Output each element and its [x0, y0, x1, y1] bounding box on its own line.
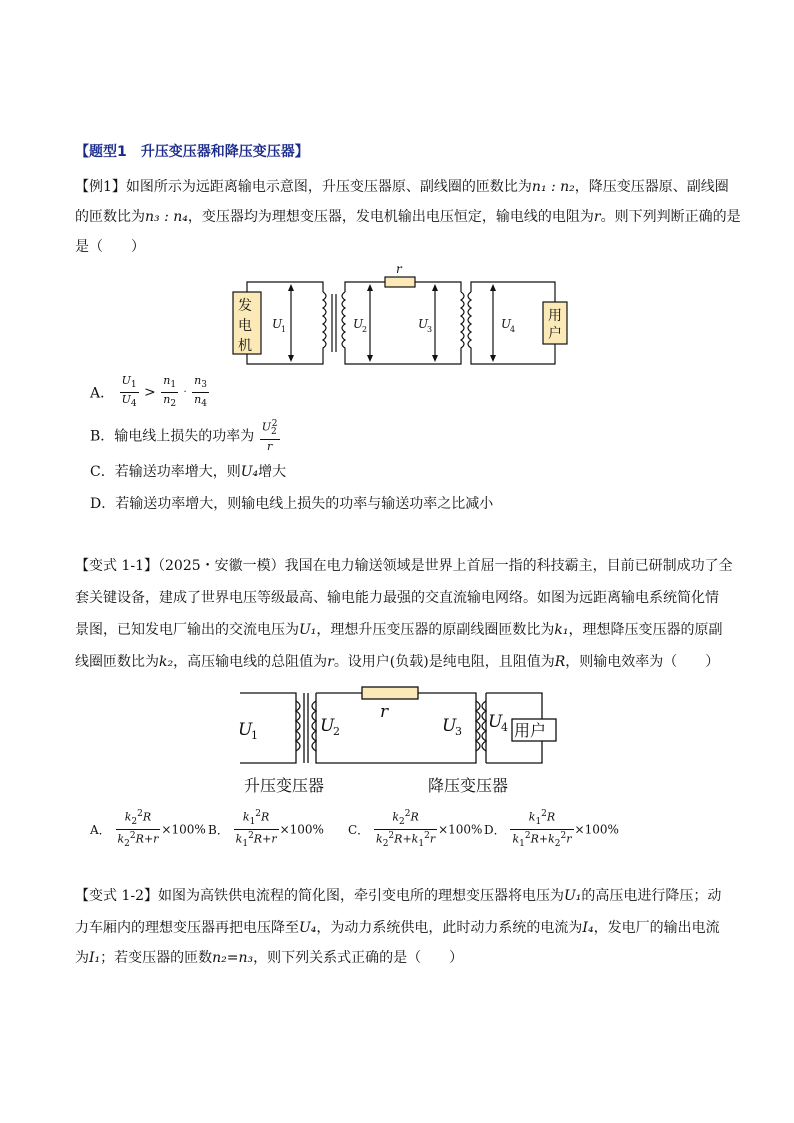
ex1-option-c[interactable]: C．若输送功率增大，则U₄增大	[90, 464, 287, 480]
var12-line2: 力车厢内的理想变压器再把电压降至U₄，为动力系统供电，此时动力系统的电流为I₄，发电厂的输出电流	[75, 920, 720, 936]
svg-text:U: U	[238, 720, 253, 740]
var12-line1: 【变式 1-2】如图为高铁供电流程的简化图，牵引变电所的理想变压器将电压为U₁的高压电进行降压；动	[75, 888, 722, 904]
var12-tag: 【变式 1-2】	[75, 888, 158, 904]
var11-option-d[interactable]: D． $\frac{k_1^2R}{k_1^2R+k_2^2r}$ ×100%	[484, 809, 619, 849]
svg-text:1: 1	[281, 325, 287, 334]
generator-char-1: 发	[238, 298, 252, 314]
var12-line3: 为I₁；若变压器的匝数n₂=n₃，则下列关系式正确的是（ ）	[75, 950, 464, 966]
fig1-u1: U	[272, 317, 283, 331]
var11-tag: 【变式 1-1】	[75, 558, 158, 574]
section-title: 【题型1 升压变压器和降压变压器】	[75, 144, 309, 160]
ex1-option-d[interactable]: D．若输送功率增大，则输电线上损失的功率与输送功率之比减小	[90, 496, 494, 512]
fig1-u3: U	[418, 317, 429, 331]
user-char-2: 户	[548, 326, 562, 342]
var11-circuit-figure	[232, 683, 562, 801]
fig1-u4: U	[501, 317, 512, 331]
svg-text:U: U	[488, 712, 503, 732]
var11-line3: 景图，已知发电厂输出的交流电压为U₁，理想升压变压器的原副线圈匝数比为k₁，理想降压变压器的原副	[75, 622, 723, 638]
var11-option-c[interactable]: C． $\frac{k_2^2R}{k_2^2R+k_1^2r}$ ×100%	[348, 809, 483, 849]
var11-line4: 线圈匝数比为k₂，高压输电线的总阻值为r。设用户(负载)是纯电阻，且阻值为R，则输电效率为（ ）	[75, 654, 720, 670]
fig2-step-up-label: 升压变压器	[244, 776, 325, 795]
fig2-user-label: 用户	[514, 721, 547, 740]
svg-text:3: 3	[455, 725, 462, 738]
user-char-1: 用	[548, 308, 562, 324]
ex1-tag: 【例1】	[75, 179, 126, 195]
var11-line2: 套关键设备，建成了世界电压等级最高、输电能力最强的交直流输电网络。如图为远距离输电系统简化情	[75, 590, 719, 606]
var11-option-b[interactable]: B． $\frac{k_1^2R}{k_1^2R+r}$ ×100%	[208, 809, 324, 849]
fig1-r-label: r	[396, 262, 402, 276]
ex1-option-a[interactable]: A． $\frac{U_1}{U_4}$ > $\frac{n_1}{n_2}$ · $\frac{n_3}{n_4}$	[90, 374, 207, 410]
svg-text:3: 3	[427, 325, 433, 334]
ex1-line2: 的匝数比为n₃ : n₄，变压器均为理想变压器，发电机输出电压恒定，输电线的电阻为r。则下列判断正确的是	[75, 209, 741, 225]
resistor-r	[385, 277, 415, 287]
ex1-option-b[interactable]: B．输电线上损失的功率为 $\frac{U_2^2}{r}$	[90, 419, 278, 453]
svg-text:4: 4	[510, 325, 516, 334]
ex1-line1: 【例1】如图所示为远距离输电示意图，升压变压器原、副线圈的匝数比为n₁ : n₂，降压变压器原、副线圈	[75, 179, 729, 195]
svg-text:2: 2	[362, 325, 368, 334]
fig2-step-down-label: 降压变压器	[428, 776, 509, 795]
ex1-line3: 是（ ）	[75, 239, 145, 255]
fig2-resistor	[362, 687, 418, 699]
svg-text:U: U	[320, 716, 335, 736]
svg-text:1: 1	[251, 729, 258, 742]
var11-line1: 【变式 1-1】（2025・安徽一模）我国在电力输送领域是世界上首屈一指的科技霸主，目前已研制成功了全	[75, 558, 733, 574]
generator-char-3: 机	[238, 338, 252, 354]
var11-option-a[interactable]: A． $\frac{k_2^2R}{k_2^2R+r}$ ×100%	[90, 809, 206, 849]
svg-text:4: 4	[501, 721, 508, 734]
frac-u1-u4: $\frac{U_1}{U_4}$	[121, 374, 137, 410]
ex1-circuit-figure	[225, 262, 575, 370]
fig1-u2: U	[353, 317, 364, 331]
svg-text:r: r	[380, 702, 389, 722]
svg-text:2: 2	[333, 725, 340, 738]
svg-text:U: U	[442, 716, 457, 736]
generator-char-2: 电	[238, 318, 252, 334]
